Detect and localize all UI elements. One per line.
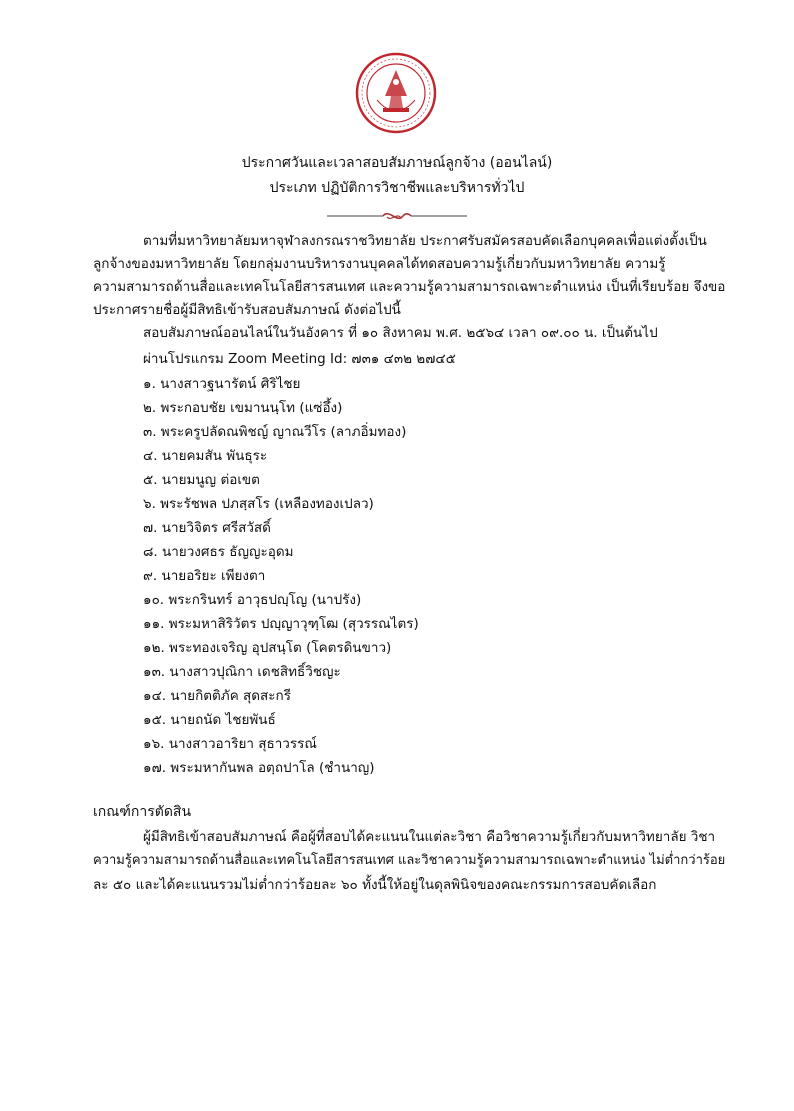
list-item: ๓. พระครูปลัดณพิชญ์ ญาณวีโร (ลาภอิ่มทอง) [143,424,407,440]
list-item: ๗. นายวิจิตร ศรีสวัสดิ์ [143,520,271,536]
intro-line-4: ประกาศรายชื่อผู้มีสิทธิเข้ารับสอบสัมภาษณ์ ดังต่อไปนี้ [93,302,401,318]
criteria-line-1: ผู้มีสิทธิเข้าสอบสัมภาษณ์ คือผู้ที่สอบได้คะแนนในแต่ละวิชา คือวิชาความรู้เกี่ยวกับมหาวิทยาลัย วิชา [143,829,716,845]
announcement-title: ประกาศวันและเวลาสอบสัมภาษณ์ลูกจ้าง (ออนไลน์) [241,155,553,171]
interview-schedule: สอบสัมภาษณ์ออนไลน์ในวันอังคาร ที่ ๑๐ สิงหาคม พ.ศ. ๒๕๖๔ เวลา ๐๙.๐๐ น. เป็นต้นไป [143,325,658,341]
intro-line-1: ตามที่มหาวิทยาลัยมหาจุฬาลงกรณราชวิทยาลัย ประกาศรับสมัครสอบคัดเลือกบุคคลเพื่อแต่งตั้งเป็น [143,233,707,249]
list-item: ๑๕. นายถนัด ไชยพันธ์ [143,712,276,728]
list-item: ๑๗. พระมหากันพล อตฺถปาโล (ชำนาญ) [143,760,375,776]
criteria-line-2: ความรู้ความสามารถด้านสื่อและเทคโนโลยีสารสนเทศ และวิชาความรู้ความสามารถเฉพาะตำแหน่ง ไม่ต่ำกว่าร้อย [93,853,726,868]
criteria-line-3: ละ ๕๐ และได้คะแนนรวมไม่ต่ำกว่าร้อยละ ๖๐ ทั้งนี้ให้อยู่ในดุลพินิจของคณะกรรมการสอบคัดเลือก [93,877,657,893]
intro-line-2: ลูกจ้างของมหาวิทยาลัย โดยกลุ่มงานบริหารงานบุคคลได้ทดสอบความรู้เกี่ยวกับมหาวิทยาลัย ความรู้ [93,256,666,272]
list-item: ๑๑. พระมหาสิริวัตร ปญฺญาวุฑฺโฒ (สุวรรณไตร) [143,616,419,632]
list-item: ๑. นางสาวฐนารัตน์ ศิริไชย [143,376,301,392]
ornamental-divider [327,208,467,224]
list-item: ๒. พระกอบชัย เขมานนฺโท (แซ่อึ้ง) [143,400,343,416]
list-item: ๖. พระรัชพล ปภสฺสโร (เหลืองทองเปลว) [143,496,374,512]
list-item: ๘. นายวงศธร ธัญญะอุดม [143,544,294,560]
list-item: ๔. นายคมสัน พันธุระ [143,448,268,464]
list-item: ๑๓. นางสาวปุณิกา เดชสิทธิ์วิชญะ [143,664,341,680]
list-item: ๕. นายมนูญ ต่อเขต [143,472,260,488]
list-item: ๑๐. พระกรินทร์ อาวุธปญฺโญ (นาปรัง) [143,592,362,608]
list-item: ๑๒. พระทองเจริญ อุปสนฺโต (โคตรดินขาว) [143,640,392,656]
zoom-meeting-id: ผ่านโปรแกรม Zoom Meeting Id: ๗๓๑ ๔๓๒ ๒๗๔๕ [143,351,456,367]
university-seal-logo [355,52,437,134]
announcement-subtitle: ประเภท ปฏิบัติการวิชาชีพและบริหารทั่วไป [269,180,525,196]
list-item: ๙. นายอริยะ เพียงตา [143,568,266,584]
list-item: ๑๖. นางสาวอาริยา สุธาวรรณ์ [143,736,317,752]
criteria-heading: เกณฑ์การตัดสิน [93,804,192,820]
intro-line-3: ความสามารถด้านสื่อและเทคโนโลยีสารสนเทศ และความรู้ความสามารถเฉพาะตำแหน่ง เป็นที่เรียบร้อย จึงขอ [93,279,726,295]
list-item: ๑๔. นายกิตติภัค สุดสะกรี [143,688,291,704]
